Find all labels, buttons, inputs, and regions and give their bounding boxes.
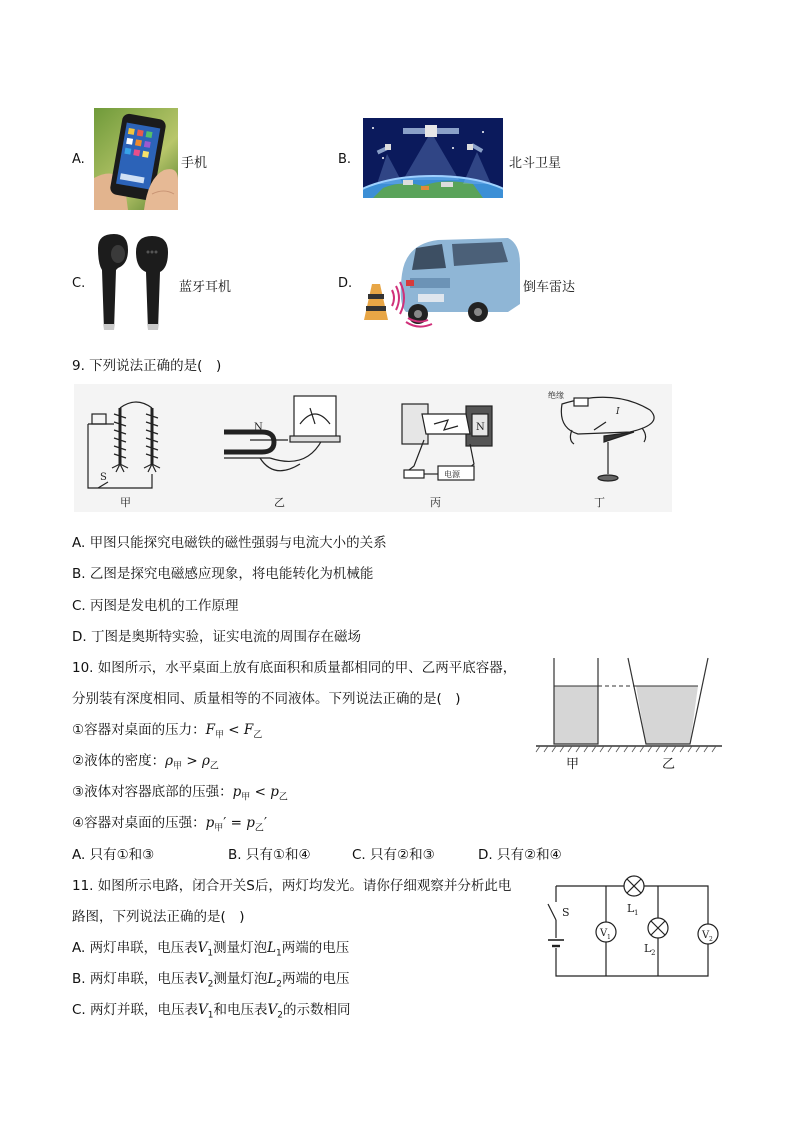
q11-option-c: C. 两灯并联，电压表$V_1$和电压表$V_2$的示数相同 <box>72 1002 351 1021</box>
figure-bing-motor <box>402 404 492 480</box>
satellite-picture <box>363 118 503 198</box>
circuit-l2-label: L <box>644 942 652 955</box>
q10-stem-line2: 分别装有深度相同、质量相等的不同液体。下列说法正确的是( ) <box>72 691 461 707</box>
figure-yi-label: 乙 <box>274 496 285 509</box>
circuit-switch-label: S <box>562 906 570 919</box>
figure-ding-oersted <box>561 397 654 481</box>
reversing-radar-picture <box>358 234 520 330</box>
q10-containers-figure <box>534 656 724 772</box>
circuit-l2-subscript: 2 <box>651 949 656 957</box>
figure-ding-label: 丁 <box>594 496 605 509</box>
q10-statement-1: ①容器对桌面的压力：$F_甲 < F_乙$ <box>72 722 263 741</box>
option-b-caption: 北斗卫星 <box>509 156 562 171</box>
figure-bing-label: 丙 <box>430 496 441 509</box>
q10-statement-2: ②液体的密度：$\rho_甲 > \rho_乙$ <box>72 753 219 772</box>
figure-jia-electromagnet <box>88 402 160 488</box>
option-c-caption: 蓝牙耳机 <box>179 280 232 295</box>
q11-stem-line1: 11. 如图所示电路，闭合开关S后，两灯均发光。请你仔细观察并分析此电 <box>72 878 512 894</box>
option-d-letter: D. <box>338 276 353 291</box>
q11-option-a: A. 两灯串联，电压表$V_1$测量灯泡$L_1$两端的电压 <box>72 940 350 959</box>
option-d-caption: 倒车雷达 <box>523 280 576 295</box>
bluetooth-earphones-picture <box>90 230 174 334</box>
option-a-caption: 手机 <box>181 156 208 171</box>
q11-stem-line2: 路图，下列说法正确的是( ) <box>72 909 245 925</box>
figure-ding-i-label: I <box>616 407 620 417</box>
q9-figure <box>74 384 672 512</box>
q9-option-c: C. 丙图是发电机的工作原理 <box>72 598 239 614</box>
q10-statement-4: ④容器对桌面的压强：$p_甲' = p_乙'$ <box>72 815 268 834</box>
figure-bing-n-label: N <box>476 422 485 433</box>
figure-ding-insulate-label: 绝缘 <box>548 391 564 400</box>
circuit-v1-label: V <box>600 928 608 939</box>
q11-circuit-diagram <box>540 872 730 982</box>
container-jia-label: 甲 <box>566 757 580 772</box>
q9-option-d: D. 丁图是奥斯特实验，证实电流的周围存在磁场 <box>72 629 361 645</box>
q10-option-b: B. 只有①和④ <box>228 847 311 863</box>
q9-option-a: A. 甲图只能探究电磁铁的磁性强弱与电流大小的关系 <box>72 535 387 551</box>
q11-option-b: B. 两灯串联，电压表$V_2$测量灯泡$L_2$两端的电压 <box>72 971 350 990</box>
smartphone-photo <box>94 108 178 210</box>
figure-bing-power-label: 电源 <box>444 470 460 479</box>
option-a-letter: A. <box>72 152 85 167</box>
container-yi-label: 乙 <box>662 757 676 772</box>
circuit-v2-subscript: 2 <box>709 936 713 943</box>
circuit-v1-subscript: 1 <box>607 934 611 941</box>
figure-jia-switch-label: S <box>100 472 107 483</box>
option-c-letter: C. <box>72 276 86 291</box>
figure-yi-induction <box>224 396 340 471</box>
q10-option-a: A. 只有①和③ <box>72 847 155 863</box>
q10-option-d: D. 只有②和④ <box>478 847 562 863</box>
figure-jia-label: 甲 <box>120 496 131 509</box>
q10-option-c: C. 只有②和③ <box>352 847 435 863</box>
q9-option-b: B. 乙图是探究电磁感应现象，将电能转化为机械能 <box>72 566 374 582</box>
circuit-l1-label: L <box>627 902 635 915</box>
circuit-v2-label: V <box>702 930 710 941</box>
option-b-letter: B. <box>338 152 352 167</box>
q9-stem: 9. 下列说法正确的是( ) <box>72 358 222 374</box>
q10-statement-3: ③液体对容器底部的压强：$p_甲 < p_乙$ <box>72 784 288 803</box>
figure-yi-n-label: N <box>254 422 263 433</box>
q10-stem-line1: 10. 如图所示，水平桌面上放有底面积和质量都相同的甲、乙两平底容器， <box>72 660 517 676</box>
circuit-l1-subscript: 1 <box>634 909 639 917</box>
